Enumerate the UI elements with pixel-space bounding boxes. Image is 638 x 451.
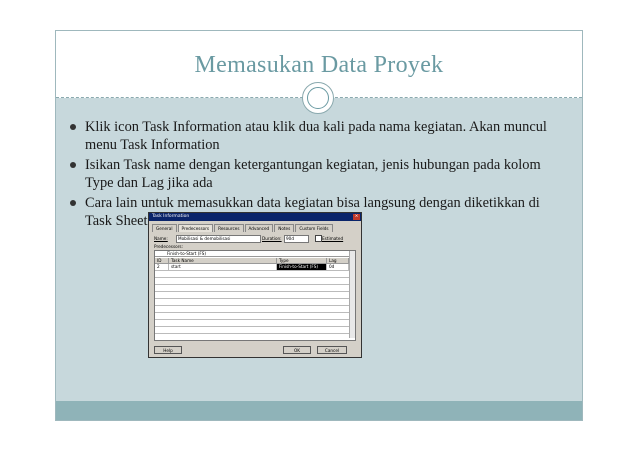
name-field[interactable]: Mobilisasi & demobilisasi (176, 235, 261, 243)
estimated-checkbox[interactable] (315, 235, 322, 242)
bullet-dot-icon (70, 124, 76, 130)
bullet-item: Klik icon Task Information atau klik dua kali pada nama kegiatan. Akan muncul menu Task Information (70, 118, 570, 154)
dialog-titlebar: Task Information (149, 213, 361, 221)
column-header-lag[interactable]: Lag (327, 258, 349, 264)
tab-predecessors[interactable]: Predecessors (178, 224, 214, 232)
bullet-dot-icon (70, 162, 76, 168)
vertical-scrollbar[interactable] (349, 251, 355, 338)
footer-bar (56, 401, 582, 420)
tab-advanced[interactable]: Advanced (245, 224, 274, 232)
task-information-dialog (148, 212, 362, 358)
dialog-tabs (152, 224, 358, 232)
tab-custom-fields[interactable]: Custom Fields (295, 224, 332, 232)
column-header-id[interactable]: ID (155, 258, 169, 264)
slide-title: Memasukan Data Proyek (194, 52, 444, 78)
grid-edit-field[interactable]: Finish-to-Start (FS) (155, 251, 349, 257)
row-lag: 0d (327, 264, 349, 270)
ok-button[interactable]: OK (283, 346, 311, 354)
table-row[interactable] (155, 271, 349, 278)
column-header-task-name[interactable]: Task Name (169, 258, 277, 264)
table-row[interactable] (155, 264, 349, 271)
tab-general[interactable]: General (152, 224, 177, 232)
duration-field[interactable]: 90d (284, 235, 309, 243)
table-row[interactable] (155, 306, 349, 313)
table-row[interactable] (155, 320, 349, 327)
tab-notes[interactable]: Notes (274, 224, 294, 232)
bullet-item: Cara lain untuk memasukkan data kegiatan bisa langsung dengan diketikkan di Task Sheet (70, 194, 570, 230)
title-circle-ornament (302, 82, 334, 114)
table-row[interactable] (155, 313, 349, 320)
column-header-type[interactable]: Type (277, 258, 327, 264)
predecessors-grid (154, 250, 356, 341)
close-icon[interactable]: × (354, 214, 359, 219)
duration-label: Duration: (262, 236, 282, 241)
cancel-button[interactable]: Cancel (317, 346, 347, 354)
row-task-name: start (169, 264, 277, 270)
bullet-dot-icon (70, 200, 76, 206)
table-row[interactable] (155, 285, 349, 292)
estimated-label: Estimated (322, 236, 344, 241)
ring-icon (307, 87, 329, 109)
tab-resources[interactable]: Resources (214, 224, 243, 232)
table-row[interactable] (155, 278, 349, 285)
table-row[interactable] (155, 327, 349, 334)
name-label: Name: (154, 236, 168, 241)
table-row[interactable] (155, 292, 349, 299)
help-button[interactable]: Help (154, 346, 182, 354)
row-type[interactable]: Finish-to-Start (FS) (277, 264, 327, 270)
row-id: 2 (155, 264, 169, 270)
bullet-item: Isikan Task name dengan ketergantungan kegiatan, jenis hubungan pada kolom Type dan Lag jika ada (70, 156, 570, 192)
predecessors-label: Predecessors: (154, 244, 184, 249)
table-row[interactable] (155, 299, 349, 306)
